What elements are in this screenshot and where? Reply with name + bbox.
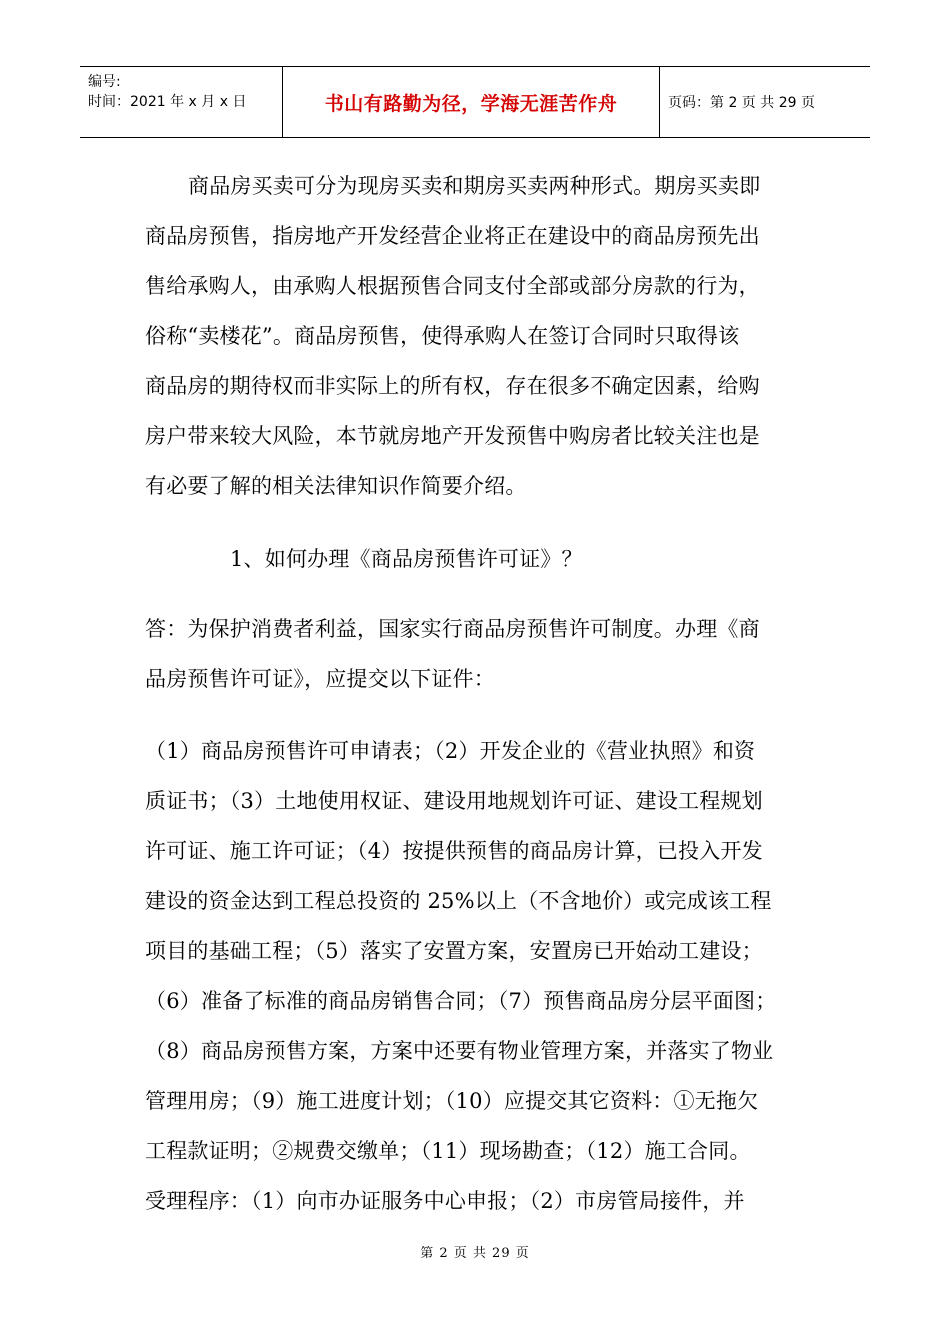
requirements-line: （8）商品房预售方案，方案中还要有物业管理方案，并落实了物业: [145, 1039, 774, 1063]
answer-line: 答：为保护消费者利益，国家实行商品房预售许可制度。办理《商: [145, 617, 760, 641]
paragraph-line: 俗称“卖楼花”。商品房预售，使得承购人在签订合同时只取得该: [145, 324, 740, 348]
requirements-line: （6）准备了标准的商品房销售合同；（7）预售商品房分层平面图；: [145, 989, 777, 1013]
paragraph-line: 房户带来较大风险，本节就房地产开发预售中购房者比较关注也是: [145, 424, 760, 448]
paragraph-line: 有必要了解的相关法律知识作简要介绍。: [145, 474, 527, 498]
paragraph-line: 售给承购人，由承购人根据预售合同支付全部或部分房款的行为，: [145, 274, 760, 298]
question-heading: 1、如何办理《商品房预售许可证》？: [230, 547, 583, 571]
page-header: [80, 66, 870, 138]
header-page-cell: [660, 67, 870, 137]
requirements-line: 建设的资金达到工程总投资的 25%以上（不含地价）或完成该工程: [145, 889, 772, 913]
requirements-line: 许可证、施工许可证；（4）按提供预售的商品房计算，已投入开发: [145, 839, 763, 863]
answer-line: 品房预售许可证》，应提交以下证件：: [145, 667, 495, 691]
header-page-number: 页码：第 2 页 共 29 页: [668, 95, 815, 111]
page-footer: 第 2 页 共 29 页: [420, 1246, 530, 1261]
header-info-cell: [80, 67, 283, 137]
paragraph-line: 商品房买卖可分为现房买卖和期房买卖两种形式。期房买卖即: [188, 174, 761, 198]
document-date-label: 时间：2021 年 x 月 x 日: [88, 94, 247, 110]
paragraph-line: 商品房的期待权而非实际上的所有权，存在很多不确定因素，给购: [145, 374, 760, 398]
requirements-line: 质证书；（3）土地使用权证、建设用地规划许可证、建设工程规划: [145, 789, 763, 813]
header-motto: 书山有路勤为径，学海无涯苦作舟: [324, 93, 618, 115]
procedure-line: 受理程序：（1）向市办证服务中心申报；（2）市房管局接件，并: [145, 1189, 745, 1213]
header-motto-cell: [283, 67, 660, 137]
paragraph-line: 商品房预售，指房地产开发经营企业将正在建设中的商品房预先出: [145, 224, 760, 248]
requirements-line: 工程款证明；②规费交缴单；（11）现场勘查；（12）施工合同。: [145, 1139, 751, 1163]
requirements-line: （1）商品房预售许可申请表；（2）开发企业的《营业执照》和资: [145, 739, 756, 763]
document-code-label: 编号:: [88, 74, 121, 90]
requirements-line: 项目的基础工程；（5）落实了安置方案，安置房已开始动工建设；: [145, 939, 763, 963]
requirements-line: 管理用房；（9）施工进度计划；（10）应提交其它资料：①无拖欠: [145, 1089, 759, 1113]
